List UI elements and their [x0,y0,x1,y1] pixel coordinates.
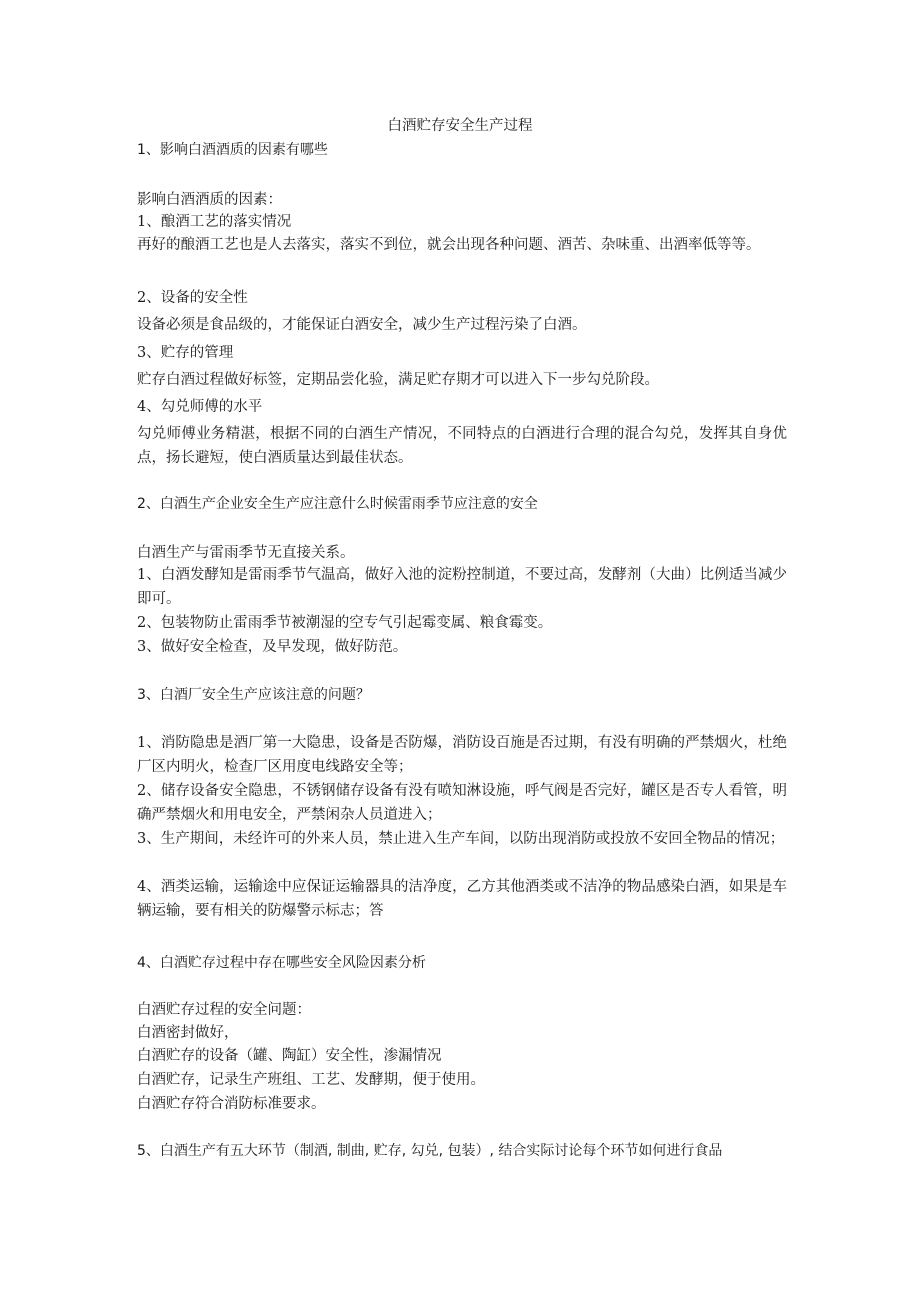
q1-item-3-label: 3、贮存的管理 [137,345,234,361]
q1-item-3-text: 贮存白酒过程做好标签，定期品尝化验，满足贮存期才可以进入下一步勾兑阶段。 [137,372,659,388]
q1-intro: 影响白酒酒质的因素： [137,192,282,208]
q2-intro: 白酒生产与雷雨季节无直接关系。 [137,545,355,561]
q4-item-1: 白酒密封做好， [137,1025,239,1041]
document-title: 白酒贮存安全生产过程 [387,118,533,134]
q4-heading: 4、白酒贮存过程中存在哪些安全风险因素分析 [137,955,426,971]
q2-item-3: 3、做好安全检查，及早发现，做好防范。 [137,639,408,655]
q4-item-3: 白酒贮存，记录生产班组、工艺、发酵期，便于使用。 [137,1072,485,1088]
q5-heading: 5、白酒生产有五大环节（制酒, 制曲, 贮存, 勾兑, 包装）, 结合实际讨论每个环节如何进行食品 [137,1143,723,1159]
q1-item-4-text: 勾兑师傅业务精湛，根据不同的白酒生产情况，不同特点的白酒进行合理的混合勾兑，发挥其自身优点，扬长避短，使白酒质量达到最佳状态。 [137,426,787,466]
q1-item-4-label: 4、勾兑师傅的水平 [137,399,263,415]
q2-item-2: 2、包装物防止雷雨季节被潮湿的空专气引起霉变属、粮食霉变。 [137,615,553,631]
q3-item-3: 3、生产期间，未经许可的外来人员，禁止进入生产车间，以防出现消防或投放不安回全物品的情况； [137,831,785,847]
q1-item-2-text: 设备必须是食品级的，才能保证白酒安全，减少生产过程污染了白酒。 [137,317,587,333]
q2-heading: 2、白酒生产企业安全生产应注意什么时候雷雨季节应注意的安全 [137,496,538,512]
q4-item-4: 白酒贮存符合消防标准要求。 [137,1096,326,1112]
q4-item-2: 白酒贮存的设备（罐、陶缸）安全性，渗漏情况 [137,1048,442,1064]
q3-heading: 3、白酒厂安全生产应该注意的问题？ [137,687,370,703]
q1-heading: 1、影响白酒酒质的因素有哪些 [137,142,328,158]
q1-item-1-label: 1、酿酒工艺的落实情况 [137,214,292,230]
q2-item-1: 1、白酒发酵知是雷雨季节气温高，做好入池的淀粉控制道，不要过高，发酵剂（大曲）比例适当减少即可。 [137,567,787,607]
q3-item-2: 2、储存设备安全隐患，不锈钢储存设备有没有喷知淋设施，呼气阀是否完好，罐区是否专人看管，明确严禁烟火和用电安全，严禁闲杂人员道进入； [137,783,787,823]
q4-intro: 白酒贮存过程的安全问题： [137,1002,311,1018]
q3-item-4: 4、酒类运输，运输途中应保证运输器具的洁净度，乙方其他酒类或不洁净的物品感染白酒，如果是车辆运输，要有相关的防爆警示标志；答 [137,879,787,919]
q1-item-1-text: 再好的酿酒工艺也是人去落实，落实不到位，就会出现各种问题、酒苦、杂味重、出酒率低等等。 [137,237,761,253]
q1-item-2-label: 2、设备的安全性 [137,290,248,306]
q3-item-1: 1、消防隐患是酒厂第一大隐患，设备是否防爆，消防设百施是否过期，有没有明确的严禁烟火，杜绝厂区内明火，检查厂区用度电线路安全等； [137,735,787,775]
